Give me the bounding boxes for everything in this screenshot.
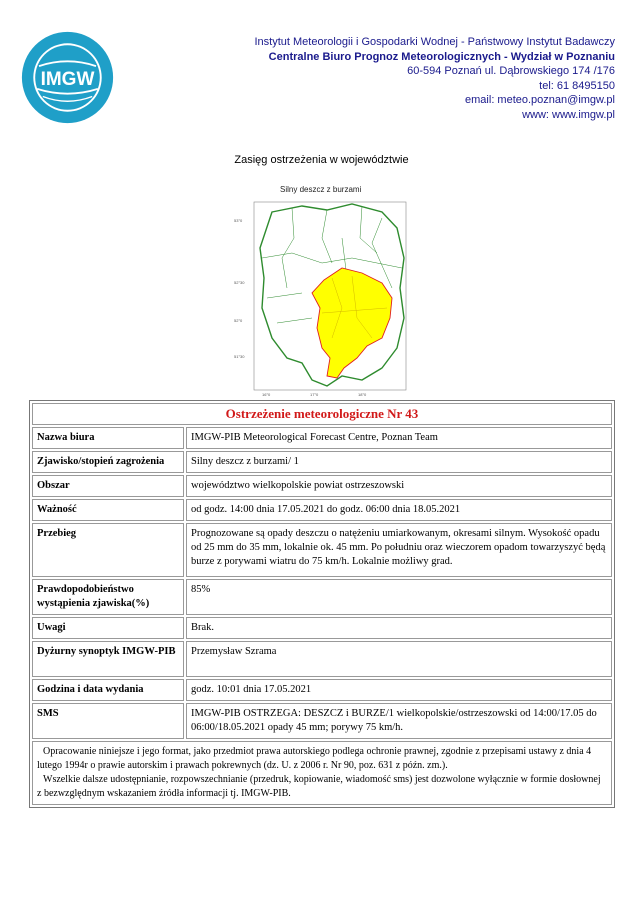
office-name: Centralne Biuro Prognoz Meteorologicznych - Wydział w Poznaniu <box>268 50 615 63</box>
table-row <box>32 679 612 701</box>
address: 60-594 Poznań ul. Dąbrowskiego 174 /176 <box>407 65 615 78</box>
row-value: 85% <box>186 579 612 615</box>
x-tick-2: 17°0 <box>310 392 319 397</box>
row-label: Przebieg <box>32 523 184 577</box>
warning-map <box>232 198 412 398</box>
row-label: Ważność <box>32 499 184 521</box>
table-row <box>32 499 612 521</box>
table-row <box>32 427 612 449</box>
table-row <box>32 451 612 473</box>
row-label: Prawdopodobieństwo wystąpienia zjawiska(%) <box>32 579 184 615</box>
row-value: IMGW-PIB Meteorological Forecast Centre, Poznan Team <box>186 427 612 449</box>
table-row <box>32 523 612 577</box>
table-row <box>32 579 612 615</box>
row-label: Nazwa biura <box>32 427 184 449</box>
y-tick-2: 52°30 <box>234 280 245 285</box>
map-subtitle: Silny deszcz z burzami <box>280 185 362 194</box>
institution-header <box>254 35 615 123</box>
table-row <box>32 475 612 497</box>
row-value: IMGW-PIB OSTRZEGA: DESZCZ i BURZE/1 wielkopolskie/ostrzeszowski od 14:00/17.05 do 06:00/18.05.2021 opady 45 mm; porywy 75 km/h. <box>186 703 612 739</box>
row-value: od godz. 14:00 dnia 17.05.2021 do godz. 06:00 dnia 18.05.2021 <box>186 499 612 521</box>
row-value: Prognozowane są opady deszczu o natężeniu umiarkowanym, okresami silnym. Wysokość opadu od 25 mm do 35 mm, lokalnie ok. 45 mm. Po południu oraz wieczorem opadom towarzyszyć będą burze z porywami wiatru do 75 km/h. Lokalnie możliwy grad. <box>186 523 612 577</box>
row-value: Przemysław Szrama <box>186 641 612 677</box>
row-value: godz. 10:01 dnia 17.05.2021 <box>186 679 612 701</box>
email-link[interactable]: email: meteo.poznan@imgw.pl <box>465 94 615 107</box>
y-tick-3: 52°0 <box>234 318 243 323</box>
institution-name: Instytut Meteorologii i Gospodarki Wodnej - Państwowy Instytut Badawczy <box>254 36 615 48</box>
row-label: SMS <box>32 703 184 739</box>
copyright-notice <box>32 741 612 805</box>
table-row <box>32 617 612 639</box>
row-label: Uwagi <box>32 617 184 639</box>
row-label: Dyżurny synoptyk IMGW-PIB <box>32 641 184 677</box>
logo-text: IMGW <box>40 69 95 91</box>
row-value: województwo wielkopolskie powiat ostrzeszowski <box>186 475 612 497</box>
x-tick-3: 18°0 <box>358 392 367 397</box>
row-label: Zjawisko/stopień zagrożenia <box>32 451 184 473</box>
imgw-logo <box>20 30 115 125</box>
row-value: Silny deszcz z burzami/ 1 <box>186 451 612 473</box>
warning-table <box>29 400 615 808</box>
row-label: Obszar <box>32 475 184 497</box>
y-tick-1: 53°0 <box>234 218 243 223</box>
website-link[interactable]: www: www.imgw.pl <box>522 108 615 121</box>
phone: tel: 61 8495150 <box>539 79 615 92</box>
table-row <box>32 641 612 677</box>
copyright-note-2: Wszelkie dalsze udostępnianie, rozpowszechnianie (przedruk, kopiowanie, wiadomość sms) jest dozwolone wyłącznie w formie dosłownej z bezwzględnym wskazaniem źródła informacji tj. IMGW-PIB. <box>37 774 601 799</box>
copyright-note-1: Opracowanie niniejsze i jego format, jako przedmiot prawa autorskiego podlega ochronie prawnej, zgodnie z przepisami ustawy z dnia 4 lutego 1994r o prawie autorskim i prawach pokrewnych (dz. U. z 2006 r. Nr 90, poz. 631 z późn. zm.). <box>37 746 592 771</box>
warning-title: Ostrzeżenie meteorologiczne Nr 43 <box>32 403 612 425</box>
y-tick-4: 51°30 <box>234 354 245 359</box>
row-value: Brak. <box>186 617 612 639</box>
row-label: Godzina i data wydania <box>32 679 184 701</box>
map-title: Zasięg ostrzeżenia w województwie <box>234 154 409 166</box>
table-row <box>32 703 612 739</box>
x-tick-1: 16°0 <box>262 392 271 397</box>
